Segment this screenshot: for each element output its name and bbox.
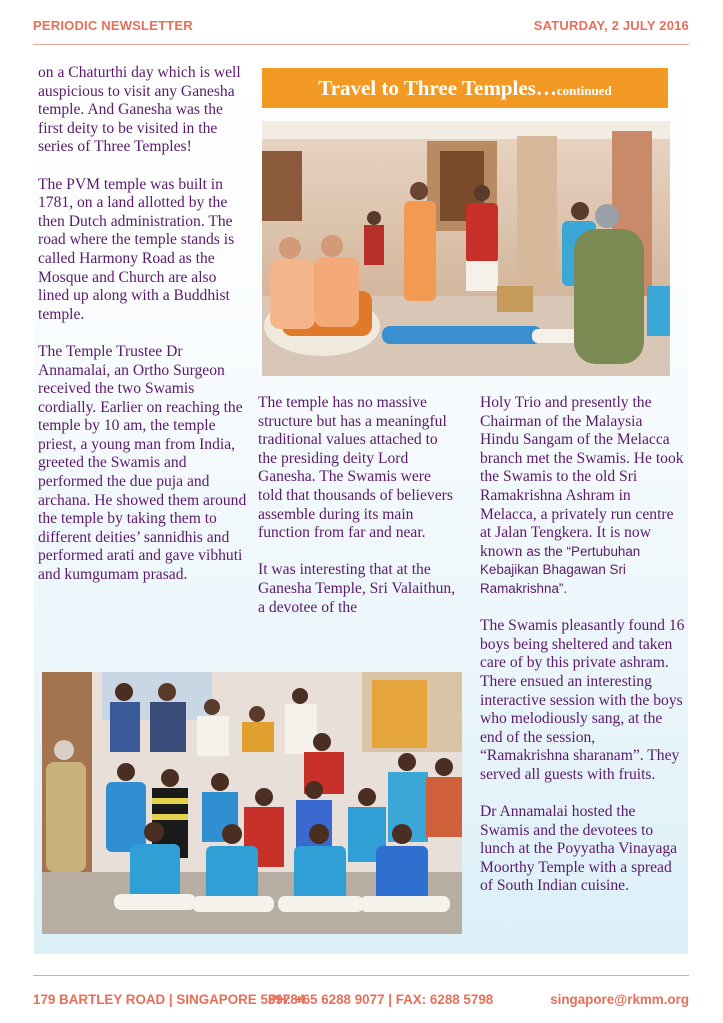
text-run-sans: as the “Pertubuhan Kebajikan Bhagawan Sri Ramakrishna”. [480, 543, 641, 596]
paragraph: The temple has no massive structure but has a meaningful traditional values attached to the presiding deity Lord Ganesha. The Swamis were told that thousands of believers assemble during its main function from far and near. [258, 394, 453, 542]
footer-email[interactable]: singapore@rkmm.org [550, 992, 689, 1007]
paragraph: It was interesting that at the Ganesha Temple, Sri Valaithun, a devotee of the [258, 561, 456, 616]
banner-continued: continued [556, 83, 612, 98]
header-left: PERIODIC NEWSLETTER [33, 18, 193, 33]
footer-phone: PH: +65 6288 9077 | FAX: 6288 5798 [268, 992, 494, 1007]
footer-address: 179 BARTLEY ROAD | SINGAPORE 539784 [33, 992, 306, 1007]
column-1 [38, 64, 250, 603]
paragraph: The Temple Trustee Dr Annamalai, an Ortho Surgeon received the two Swamis cordially. Earlier on reaching the temple by 10 am, the temple priest, a young man from India, greeted the Swamis and performed the due puja and archana. He showed them around the temple by taking them to different deities’ sannidhis and performed arati and gave vibhuti and kumgumam prasad. [38, 342, 247, 584]
temple-interior-photo [262, 121, 670, 376]
paragraph: Dr Annamalai hosted the Swamis and the devotees to lunch at the Poyyatha Vinayaga Moorthy Temple with a spread of South Indian cuisine. [480, 803, 678, 895]
paragraph [480, 394, 685, 599]
footer-rule [33, 975, 689, 976]
column-3 [480, 394, 685, 915]
paragraph: The PVM temple was built in 1781, on a land allotted by the then Dutch administration. The road where the temple stands is called Harmony Road as the Mosque and Church are also lined up along with a Buddhist temple. [38, 175, 235, 323]
paragraph: The Swamis pleasantly found 16 boys being sheltered and taken care of by this private ashram. There ensued an interesting interactive session with the boys who melodiously sang, at the end of the session, “Ramakrishna sharanam”. They served all guests with fruits. [480, 617, 685, 783]
text-run: Holy Trio and presently the Chairman of the Malaysia Hindu Sangam of the Melacca branch met the Swamis. He took the Swamis to the old Sri Ramakrishna Ashram in Melacca, a privately run centre at Jalan Tengkera. It is now known [480, 394, 684, 560]
paragraph: on a Chaturthi day which is well auspicious to visit any Ganesha temple. And Ganesha was the first deity to be visited in the series of Three Temples! [38, 64, 241, 156]
group-photo [42, 672, 462, 934]
banner-title: Travel to Three Temples… [318, 76, 557, 100]
header-rule [33, 44, 689, 45]
column-2 [258, 394, 458, 636]
section-banner [262, 68, 668, 108]
header-date: SATURDAY, 2 JULY 2016 [533, 18, 689, 33]
